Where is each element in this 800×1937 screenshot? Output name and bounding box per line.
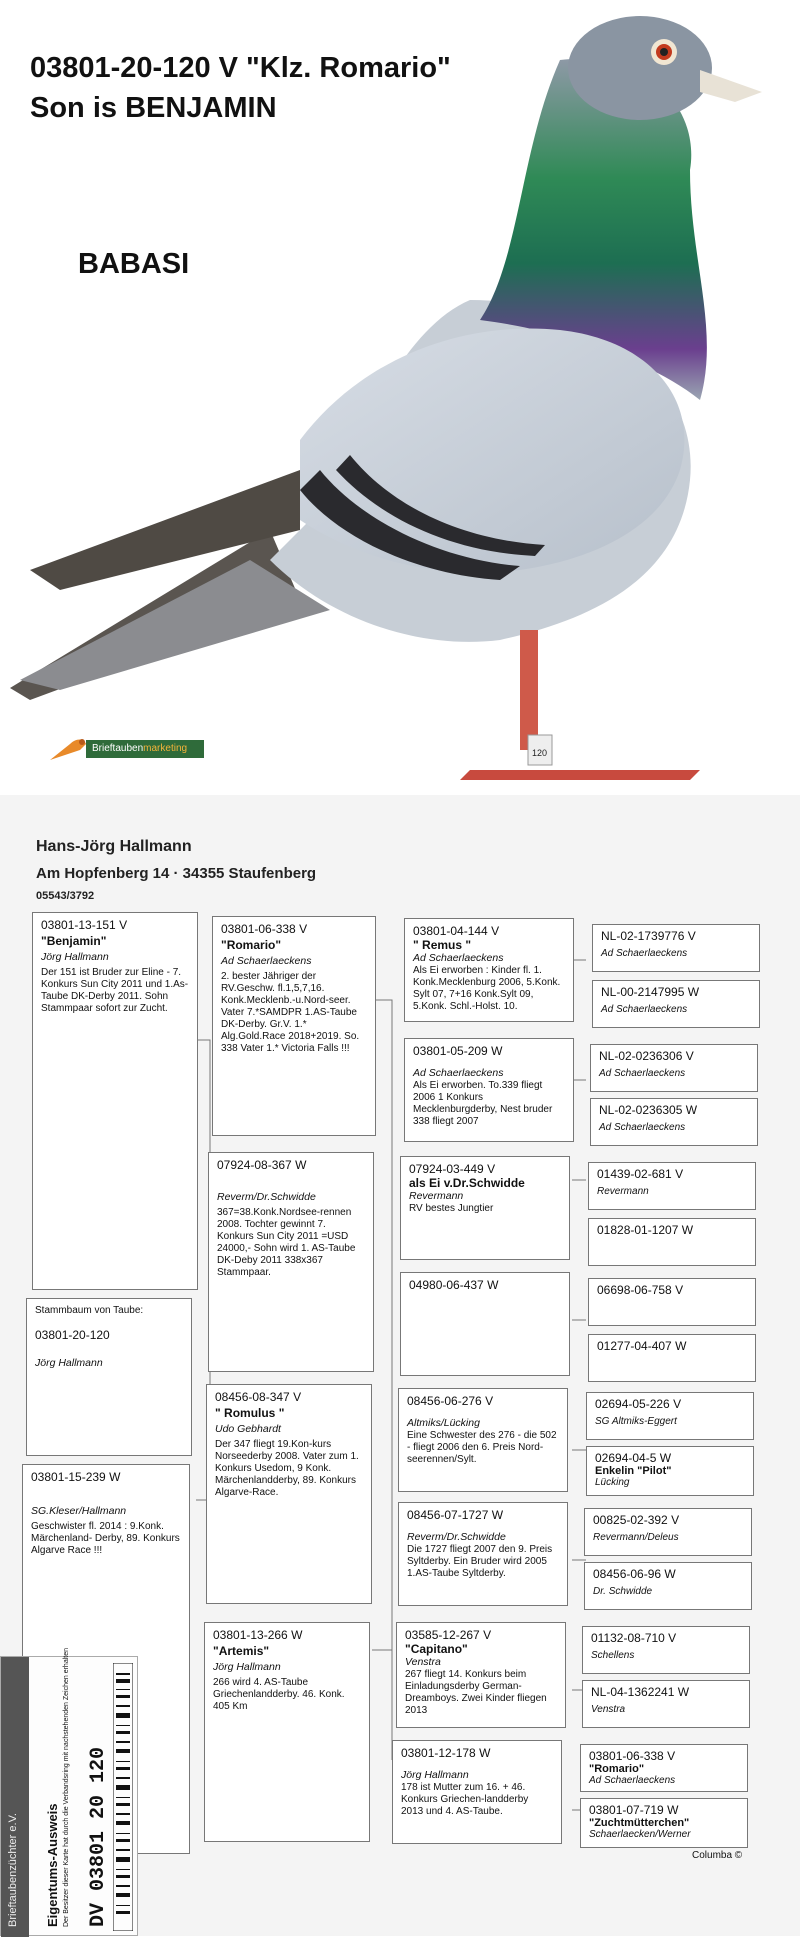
gen3-ring: 01439-02-681 V: [597, 1167, 684, 1181]
gen1-breeder: Reverm/Dr.Schwidde: [217, 1191, 316, 1203]
gen2-ring: 08456-07-1727 W: [407, 1508, 504, 1522]
subject-breeder: Jörg Hallmann: [35, 1357, 103, 1369]
ancestor-card: [580, 1798, 748, 1848]
gen3-name: Enkelin "Pilot": [595, 1465, 672, 1477]
gen3-ring: 02694-05-226 V: [595, 1397, 682, 1411]
gen1-breeder: Udo Gebhardt: [215, 1423, 281, 1435]
offspring-name: "Benjamin": [41, 934, 107, 948]
ownership-card: [0, 1648, 138, 1936]
gen3-breeder: Ad Schaerlaeckens: [601, 1004, 688, 1015]
gen2-ring: 04980-06-437 W: [409, 1278, 499, 1292]
parent-card-sire: [212, 916, 376, 1136]
card-barcode: [113, 1663, 133, 1931]
gen3-breeder: Dr. Schwidde: [593, 1586, 653, 1597]
mate-detail: Geschwister fl. 2014 : 9.Konk. Märchenland- Derby, 89. Konkurs Algarve Race !!!: [31, 1521, 180, 1556]
gen2-breeder: Ad Schaerlaeckens: [413, 1067, 504, 1079]
gen2-name: " Remus ": [413, 938, 472, 952]
gen3-ring: 08456-06-96 W: [593, 1567, 676, 1581]
gen3-breeder: Schellens: [591, 1650, 635, 1661]
offspring-detail: Der 151 ist Bruder zur Eline - 7. Konkurs Sun City 2011 und 1.As-Taube DK-Derby 2011. Sohn Stammpaar sofort zur Zucht.: [41, 967, 189, 1014]
gen1-detail: 367=38.Konk.Nordsee-rennen 2008. Tochter gewinnt 7. Konkurs Sun City 2011 =USD 24000,- Sohn wird 1. AS-Taube DK-Deby 2011 338x367 Stammpaar.: [217, 1207, 356, 1278]
gen2-ring: 03801-12-178 W: [401, 1746, 491, 1760]
gen1-breeder: Ad Schaerlaeckens: [221, 955, 312, 967]
gen3-ring: 01277-04-407 W: [597, 1339, 687, 1353]
gen1-ring: 03801-13-266 W: [213, 1628, 303, 1642]
gen3-ring: 01828-01-1207 W: [597, 1223, 694, 1237]
gen2-ring: 03801-04-144 V: [413, 924, 500, 938]
offspring-breeder: Jörg Hallmann: [41, 951, 109, 963]
gen2-ring: 03801-05-209 W: [413, 1044, 503, 1058]
columba-footer: Columba ©: [692, 1850, 743, 1861]
gen2-name: "Capitano": [405, 1642, 468, 1656]
gen3-name: "Romario": [589, 1763, 645, 1775]
gen2-detail: Eine Schwester des 276 - die 502 - fliegt 2006 den 6. Preis Nord-seerennen/Sylt.: [407, 1430, 557, 1465]
logo-wordmark: Brieftaubenmarketing: [86, 740, 204, 758]
offspring-card: [32, 912, 198, 1290]
gen1-breeder: Jörg Hallmann: [213, 1661, 281, 1673]
grandparent-card: [396, 1622, 566, 1728]
gen2-breeder: Altmiks/Lücking: [407, 1417, 480, 1429]
leg-ring-text: 120: [532, 748, 548, 758]
gen1-name: "Artemis": [213, 1644, 270, 1658]
gen3-breeder: Lücking: [595, 1477, 630, 1488]
gen3-breeder: SG Altmiks-Eggert: [595, 1416, 677, 1427]
gen3-breeder: Ad Schaerlaeckens: [601, 948, 688, 959]
gen3-breeder: Ad Schaerlaeckens: [599, 1122, 686, 1133]
gen3-ring: 00825-02-392 V: [593, 1513, 680, 1527]
headline-son: Son is BENJAMIN: [30, 92, 277, 124]
grandparent-card: [400, 1272, 570, 1376]
grandparent-card: [398, 1388, 568, 1492]
gen3-ring: 01132-08-710 V: [591, 1631, 677, 1645]
gen1-detail: 2. bester Jähriger der RV.Geschw. fl.1,5,7,16. Konk.Mecklenb.-u.Nord-seer. Vater 7.*SAMDPR 1.AS-Taube DK-Derby. Gr.V. 1.* Alg.Gold.Race 2018+2019. So. 338 Vater 1.* Victoria Falls !!!: [221, 971, 360, 1054]
ancestor-card: [580, 1744, 748, 1792]
owner-name: Hans-Jörg Hallmann: [36, 838, 192, 855]
gen3-breeder: Ad Schaerlaeckens: [589, 1775, 676, 1786]
grandparent-card: [404, 1038, 574, 1142]
gen2-breeder: Venstra: [405, 1656, 441, 1668]
grandparent-card: [392, 1740, 562, 1844]
gen3-ring: NL-02-0236306 V: [599, 1049, 694, 1063]
gen2-ring: 03585-12-267 V: [405, 1628, 492, 1642]
gen2-detail: Als Ei erworben. To.339 fliegt 2006 1 Konkurs Mecklenburgderby, Nest bruder 338 fliegt 2007: [413, 1080, 553, 1127]
gen2-detail: RV bestes Jungtier: [409, 1203, 494, 1214]
grandparent-card: [404, 918, 574, 1022]
gen2-breeder: Ad Schaerlaeckens: [413, 952, 504, 964]
gen3-breeder: Ad Schaerlaeckens: [599, 1068, 686, 1079]
grandparent-card: [398, 1502, 568, 1606]
gen3-ring: NL-04-1362241 W: [591, 1685, 690, 1699]
subject-ring: 03801-20-120: [35, 1328, 110, 1342]
gen2-breeder: Revermann: [409, 1190, 464, 1202]
parent-card-mate-dam: [204, 1622, 370, 1842]
subject-label: Stammbaum von Taube:: [35, 1305, 144, 1316]
gen2-detail: 267 fliegt 14. Konkurs beim Einladungsderby German-Dreamboys. Zwei Kinder fliegen 2013: [405, 1669, 547, 1716]
card-ring-number: DV 03801 20 120: [87, 1746, 110, 1927]
owner-address: Am Hopfenberg 14 · 34355 Staufenberg: [36, 865, 317, 882]
gen3-ring: NL-02-1739776 V: [601, 929, 696, 943]
gen2-detail: Als Ei erworben : Kinder fl. 1. Konk.Mecklenburg 2006, 5.Konk. Sylt 07, 7+16 Konk.Sylt 09, 5.Konk. Schl.-Holst. 10.: [413, 965, 561, 1012]
ancestor-card: [586, 1446, 754, 1496]
gen3-name: "Zuchtmütterchen": [589, 1817, 690, 1829]
gen1-detail: Der 347 fliegt 19.Kon-kurs Norseederby 2008. Vater zum 1. Konkurs Usedom, 9 Konk. Märchenlandderby, 89. Konkurs Algarve-Race.: [215, 1439, 359, 1498]
mate-breeder: SG.Kleser/Hallmann: [31, 1505, 127, 1517]
card-fine-print: Der Besitzer dieser Karte hat durch die Verbandsring mit nachstehenden Zeichen erhalten: [63, 1648, 70, 1927]
gen2-ring: 08456-06-276 V: [407, 1394, 494, 1408]
parent-card-dam: [208, 1152, 374, 1372]
gen1-ring: 03801-06-338 V: [221, 922, 308, 936]
owner-member-no: 05543/3792: [36, 890, 95, 902]
parent-card-mate-sire: [206, 1384, 372, 1604]
ancestor-card: [590, 1098, 758, 1146]
ancestor-card: [586, 1392, 754, 1440]
headline-nickname: BABASI: [78, 248, 190, 280]
gen2-detail: Die 1727 fliegt 2007 den 9. Preis Syltderby. Ein Bruder wird 2005 1.AS-Taube Syltderby.: [407, 1544, 553, 1579]
gen2-breeder: Jörg Hallmann: [401, 1769, 469, 1781]
ancestor-card: [582, 1680, 750, 1728]
ancestor-card: [588, 1162, 756, 1210]
gen1-detail: 266 wird 4. AS-Taube Griechenlandderby. 46. Konk. 405 Km: [213, 1677, 345, 1712]
gen3-ring: 06698-06-758 V: [597, 1283, 684, 1297]
gen2-name: als Ei v.Dr.Schwidde: [409, 1176, 525, 1190]
ancestor-card: [588, 1218, 756, 1266]
gen3-breeder: Venstra: [591, 1704, 626, 1715]
gen3-ring: 03801-07-719 W: [589, 1803, 679, 1817]
ancestor-card: [590, 1044, 758, 1092]
gen3-breeder: Revermann: [597, 1186, 649, 1197]
gen1-ring: 08456-08-347 V: [215, 1390, 302, 1404]
gen2-detail: 178 ist Mutter zum 16. + 46. Konkurs Griechen-landderby 2013 und 4. AS-Taube.: [401, 1782, 529, 1817]
gen3-ring: 02694-04-5 W: [595, 1451, 672, 1465]
gen1-name: "Romario": [221, 938, 282, 952]
gen3-breeder: Revermann/Deleus: [593, 1532, 679, 1543]
ancestor-card: [584, 1562, 752, 1610]
gen1-name: " Romulus ": [215, 1406, 285, 1420]
ancestor-card: [584, 1508, 752, 1556]
gen3-ring: NL-00-2147995 W: [601, 985, 700, 999]
ancestor-card: [592, 980, 760, 1028]
gen3-ring: NL-02-0236305 W: [599, 1103, 698, 1117]
card-club: Brieftaubenzüchter e.V.: [7, 1813, 19, 1927]
card-title: Eigentums-Ausweis: [45, 1803, 60, 1927]
mate-ring: 03801-15-239 W: [31, 1470, 121, 1484]
gen3-breeder: Schaerlaecken/Werner: [589, 1829, 691, 1840]
ancestor-card: [582, 1626, 750, 1674]
ancestor-card: [588, 1278, 756, 1326]
ancestor-card: [592, 924, 760, 972]
grandparent-card: [400, 1156, 570, 1260]
gen1-ring: 07924-08-367 W: [217, 1158, 307, 1172]
headline-ring-name: 03801-20-120 V "Klz. Romario": [30, 52, 451, 84]
ancestor-card: [588, 1334, 756, 1382]
offspring-ring: 03801-13-151 V: [41, 918, 128, 932]
gen3-ring: 03801-06-338 V: [589, 1749, 676, 1763]
subject-card: [26, 1298, 192, 1456]
gen2-breeder: Reverm/Dr.Schwidde: [407, 1531, 506, 1543]
gen2-ring: 07924-03-449 V: [409, 1162, 496, 1176]
